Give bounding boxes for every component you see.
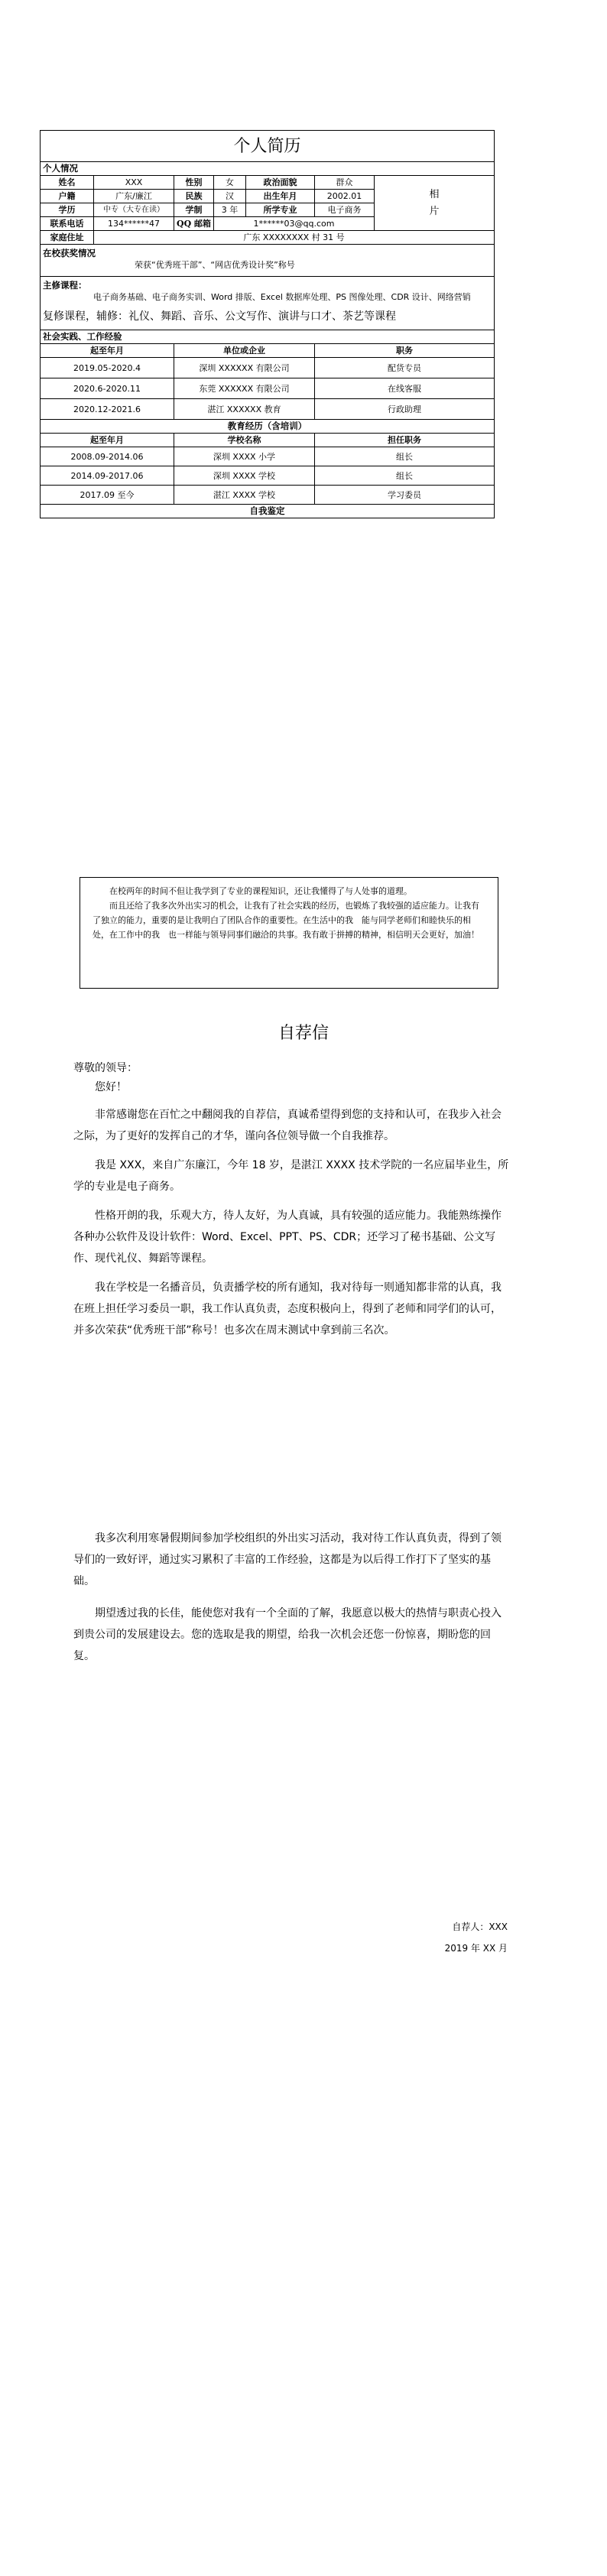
practice-period: 2020.6-2020.11: [41, 378, 174, 399]
name-label: 姓名: [41, 176, 94, 190]
practice-role: 行政助理: [315, 399, 495, 420]
practice-role: 配货专员: [315, 358, 495, 378]
letter-paragraph-2: 我是 XXX，来自广东廉江，今年 18 岁，是湛江 XXXX 技术学院的一名应届毕业生，所学的专业是电子商务。: [73, 1159, 509, 1193]
minor-courses: 复修课程，辅修：礼仪、舞蹈、音乐、公文写作、演讲与口才、茶艺等课程: [43, 310, 396, 323]
politics-value: 群众: [315, 176, 375, 190]
photo-char-2: 片: [429, 205, 440, 217]
birth-label: 出生年月: [246, 190, 315, 203]
assessment-paragraph-1: 在校两年的时间不但让我学到了专业的课程知识，还让我懂得了与人处事的道理。: [109, 886, 412, 896]
self-assessment-box: [80, 877, 498, 989]
letter-body-bottom: [73, 1528, 509, 1667]
table-row: [41, 399, 495, 420]
letter-body-top: [73, 1077, 509, 1341]
edu-role: 组长: [315, 447, 495, 466]
assessment-paragraph-2: 而且还给了我多次外出实习的机会，让我有了社会实践的经历，也锻炼了我较强的适应能力。让我有了独立的能力，重要的是让我明白了团队合作的重要性。在生活中的我 能与同学老师们和睦快乐的相处，在工作中的我 也一样能与领导同事们融洽的共事。我有敢于拼搏的精神，相信明天会更好，加油！: [93, 901, 479, 940]
edu-school: 深圳 XXXX 小学: [174, 447, 315, 466]
practice-header-period: 起至年月: [41, 344, 174, 358]
edu-period: 2014.09-2017.06: [41, 466, 174, 486]
letter-paragraph-4: 我在学校是一名播音员，负责播学校的所有通知，我对待每一则通知都非常的认真，我在班上担任学习委员一职，我工作认真负责，态度积极向上，得到了老师和同学们的认可，并多次荣获“优秀班干部”称号！也多次在周末测试中拿到前三名次。: [73, 1282, 502, 1337]
table-row: [41, 378, 495, 399]
practice-role: 在线客服: [315, 378, 495, 399]
system-label: 学制: [174, 203, 214, 217]
letter-title: 自荐信: [278, 1024, 329, 1043]
birth-value: 2002.01: [315, 190, 375, 203]
courses-label: 主修课程：: [43, 280, 87, 291]
practice-company: 东莞 XXXXXX 有限公司: [174, 378, 315, 399]
edu-school: 深圳 XXXX 学校: [174, 466, 315, 486]
letter-signer: 自荐人：XXX: [452, 1921, 508, 1932]
section-education: 教育经历（含培训）: [41, 420, 495, 434]
letter-paragraph-6: 期望透过我的长佳，能使您对我有一个全面的了解，我愿意以极大的热情与职责心投入到贵公司的发展建设去。您的选取是我的期望，给我一次机会还您一份惊喜，期盼您的回复。: [73, 1607, 502, 1662]
photo-placeholder: [375, 176, 495, 231]
qq-label: QQ 邮箱: [174, 217, 214, 231]
hukou-label: 户籍: [41, 190, 94, 203]
edu-period: 2017.09 至今: [41, 486, 174, 505]
practice-header-role: 职务: [315, 344, 495, 358]
edu-role: 组长: [315, 466, 495, 486]
courses-value: 电子商务基础、电子商务实训、Word 排版、Excel 数据库处理、PS 图像处理、CDR 设计、网络营销: [93, 292, 471, 302]
phone-value: 134******47: [94, 217, 174, 231]
letter-salutation: 尊敬的领导：: [73, 1062, 138, 1074]
edu-header-period: 起至年月: [41, 434, 174, 447]
section-personal: 个人情况: [41, 162, 495, 176]
major-value: 电子商务: [315, 203, 375, 217]
politics-label: 政治面貌: [246, 176, 315, 190]
practice-header-company: 单位或企业: [174, 344, 315, 358]
awards-value: 荣获“优秀班干部”、“网店优秀设计奖”称号: [135, 260, 295, 270]
table-row: [41, 358, 495, 378]
hukou-value: 广东/廉江: [94, 190, 174, 203]
table-row: [41, 447, 495, 466]
practice-company: 湛江 XXXXXX 教育: [174, 399, 315, 420]
ethnicity-value: 汉: [214, 190, 246, 203]
edu-school: 湛江 XXXX 学校: [174, 486, 315, 505]
edu-period: 2008.09-2014.06: [41, 447, 174, 466]
name-value: XXX: [94, 176, 174, 190]
address-label: 家庭住址: [41, 231, 94, 245]
education-label: 学历: [41, 203, 94, 217]
practice-period: 2019.05-2020.4: [41, 358, 174, 378]
section-self-assessment: 自我鉴定: [41, 505, 495, 518]
resume-title: 个人简历: [41, 131, 495, 162]
edu-role: 学习委员: [315, 486, 495, 505]
courses-cell: [41, 277, 495, 330]
resume-table: [40, 130, 495, 518]
ethnicity-label: 民族: [174, 190, 214, 203]
letter-date: 2019 年 XX 月: [444, 1943, 508, 1954]
practice-company: 深圳 XXXXXX 有限公司: [174, 358, 315, 378]
edu-header-role: 担任职务: [315, 434, 495, 447]
edu-header-school: 学校名称: [174, 434, 315, 447]
table-row: [41, 486, 495, 505]
major-label: 所学专业: [246, 203, 315, 217]
gender-label: 性别: [174, 176, 214, 190]
system-value: 3 年: [214, 203, 246, 217]
section-practice: 社会实践、工作经验: [41, 330, 495, 344]
awards-label: 在校获奖情况: [43, 248, 96, 258]
letter-hello: 您好！: [95, 1081, 127, 1093]
education-value: 中专（大专在读）: [94, 203, 174, 217]
gender-value: 女: [214, 176, 246, 190]
photo-char-1: 相: [429, 188, 440, 200]
address-value: 广东 XXXXXXXX 村 31 号: [94, 231, 495, 245]
letter-paragraph-5: 我多次利用寒暑假期间参加学校组织的外出实习活动，我对待工作认真负责，得到了领导们的一致好评，通过实习累积了丰富的工作经验，这都是为以后得工作打下了坚实的基础。: [73, 1532, 502, 1587]
letter-paragraph-1: 非常感谢您在百忙之中翻阅我的自荐信，真诚希望得到您的支持和认可，在我步入社会之际，为了更好的发挥自己的才华，谨向各位领导做一个自我推荐。: [73, 1109, 502, 1142]
letter-paragraph-3: 性格开朗的我，乐观大方，待人友好，为人真诚，具有较强的适应能力。我能熟练操作各种办公软件及设计软件：Word、Excel、PPT、PS、CDR；还学习了秘书基础、公文写作、现代礼仪、舞蹈等课程。: [73, 1210, 502, 1265]
practice-period: 2020.12-2021.6: [41, 399, 174, 420]
qq-value: 1******03@qq.com: [214, 217, 375, 231]
awards-cell: [41, 245, 495, 277]
phone-label: 联系电话: [41, 217, 94, 231]
table-row: [41, 466, 495, 486]
